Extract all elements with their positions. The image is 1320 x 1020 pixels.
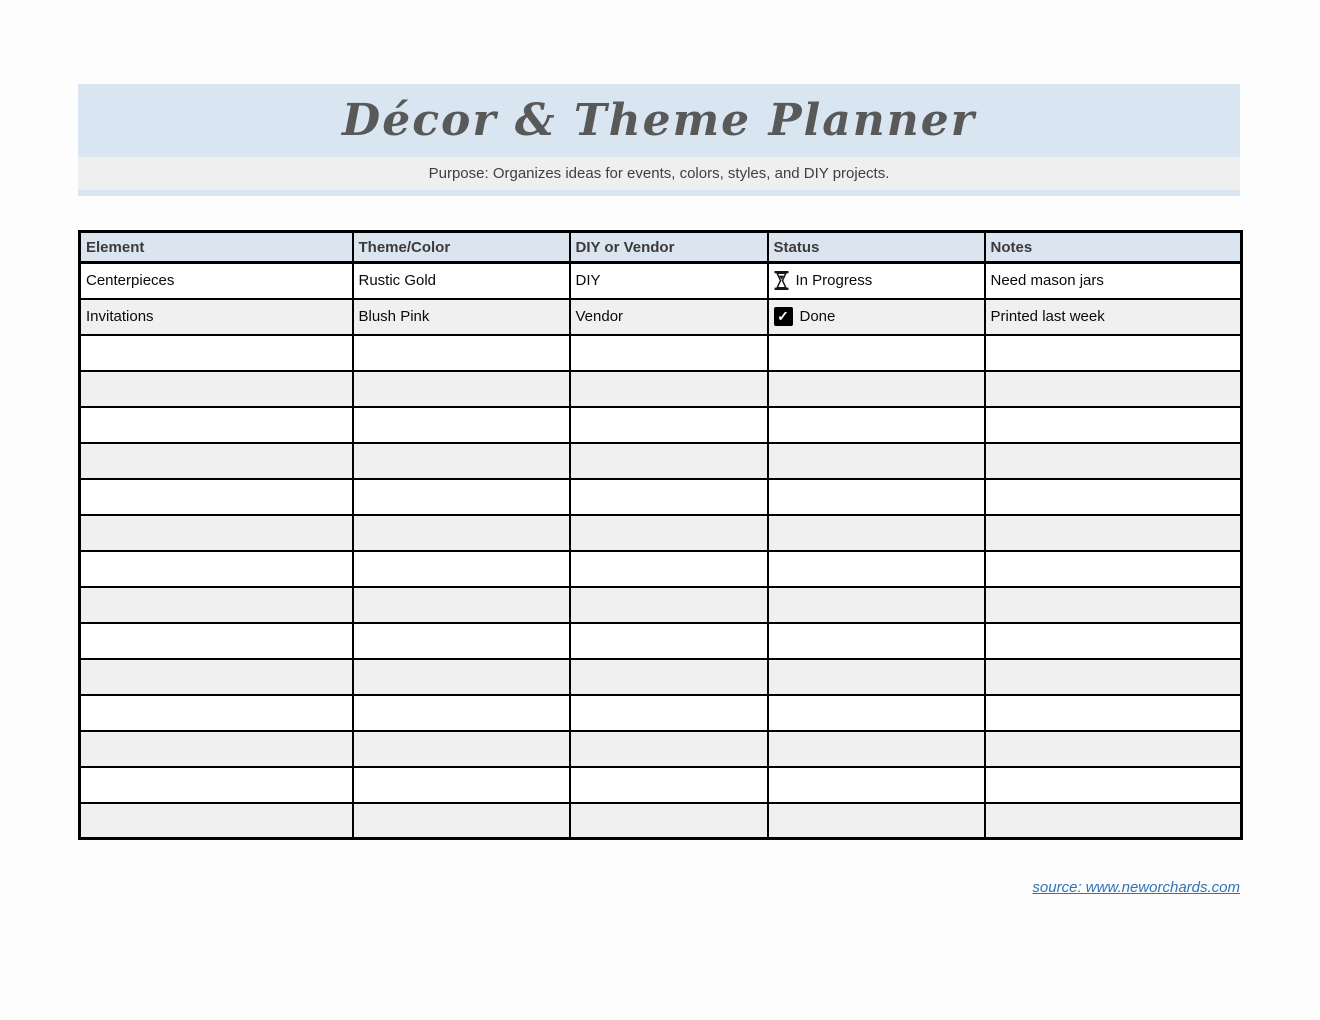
empty-cell[interactable] (985, 407, 1242, 443)
empty-cell[interactable] (985, 335, 1242, 371)
empty-cell[interactable] (353, 551, 570, 587)
empty-table-row (80, 407, 1242, 443)
empty-cell[interactable] (768, 695, 985, 731)
empty-cell[interactable] (985, 371, 1242, 407)
empty-cell[interactable] (768, 335, 985, 371)
empty-cell[interactable] (985, 767, 1242, 803)
empty-cell[interactable] (768, 587, 985, 623)
empty-cell[interactable] (80, 695, 353, 731)
planner-table-wrap (78, 230, 1240, 840)
planner-table (78, 230, 1243, 840)
notes-cell[interactable]: Need mason jars (985, 263, 1242, 299)
page-title: Décor & Theme Planner (342, 95, 976, 146)
empty-cell[interactable] (570, 623, 768, 659)
empty-cell[interactable] (353, 767, 570, 803)
column-header-notes: Notes (985, 232, 1242, 263)
empty-table-row (80, 695, 1242, 731)
status-cell[interactable] (768, 263, 985, 299)
empty-table-row (80, 335, 1242, 371)
empty-cell[interactable] (80, 443, 353, 479)
empty-cell[interactable] (353, 371, 570, 407)
empty-cell[interactable] (80, 515, 353, 551)
empty-cell[interactable] (80, 659, 353, 695)
empty-cell[interactable] (570, 659, 768, 695)
empty-cell[interactable] (768, 551, 985, 587)
empty-cell[interactable] (985, 443, 1242, 479)
empty-table-row (80, 767, 1242, 803)
column-header-diy-or-vendor: DIY or Vendor (570, 232, 768, 263)
column-header-theme-color: Theme/Color (353, 232, 570, 263)
empty-cell[interactable] (80, 371, 353, 407)
diy-or-vendor-cell[interactable]: DIY (570, 263, 768, 299)
empty-cell[interactable] (768, 731, 985, 767)
empty-cell[interactable] (80, 551, 353, 587)
table-body (80, 263, 1242, 839)
empty-cell[interactable] (570, 407, 768, 443)
empty-cell[interactable] (353, 803, 570, 839)
empty-cell[interactable] (570, 371, 768, 407)
table-row (80, 299, 1242, 335)
empty-cell[interactable] (985, 659, 1242, 695)
purpose-subtitle: Purpose: Organizes ideas for events, colors, styles, and DIY projects. (78, 157, 1240, 190)
empty-cell[interactable] (768, 407, 985, 443)
empty-cell[interactable] (353, 407, 570, 443)
empty-cell[interactable] (768, 479, 985, 515)
element-cell[interactable]: Centerpieces (80, 263, 353, 299)
empty-cell[interactable] (80, 731, 353, 767)
empty-cell[interactable] (570, 767, 768, 803)
empty-cell[interactable] (353, 479, 570, 515)
empty-table-row (80, 803, 1242, 839)
status-cell[interactable] (768, 299, 985, 335)
status-label: Done (799, 308, 836, 325)
empty-cell[interactable] (80, 767, 353, 803)
empty-table-row (80, 443, 1242, 479)
empty-cell[interactable] (570, 443, 768, 479)
empty-table-row (80, 515, 1242, 551)
empty-table-row (80, 479, 1242, 515)
empty-cell[interactable] (768, 443, 985, 479)
empty-cell[interactable] (570, 587, 768, 623)
empty-table-row (80, 731, 1242, 767)
empty-cell[interactable] (353, 587, 570, 623)
empty-cell[interactable] (570, 731, 768, 767)
empty-cell[interactable] (353, 731, 570, 767)
empty-cell[interactable] (570, 803, 768, 839)
theme-color-cell[interactable]: Rustic Gold (353, 263, 570, 299)
empty-cell[interactable] (80, 407, 353, 443)
empty-cell[interactable] (985, 803, 1242, 839)
empty-cell[interactable] (570, 515, 768, 551)
empty-table-row (80, 587, 1242, 623)
checked-box-icon[interactable]: ✓ (774, 307, 793, 326)
empty-table-row (80, 659, 1242, 695)
empty-cell[interactable] (985, 551, 1242, 587)
banner-underline (78, 190, 1240, 196)
empty-cell[interactable] (768, 623, 985, 659)
empty-cell[interactable] (985, 695, 1242, 731)
empty-cell[interactable] (768, 767, 985, 803)
empty-cell[interactable] (985, 587, 1242, 623)
empty-cell[interactable] (353, 335, 570, 371)
empty-cell[interactable] (570, 335, 768, 371)
column-header-status: Status (768, 232, 985, 263)
empty-cell[interactable] (768, 371, 985, 407)
empty-cell[interactable] (570, 695, 768, 731)
empty-table-row (80, 623, 1242, 659)
empty-cell[interactable] (985, 623, 1242, 659)
empty-cell[interactable] (985, 731, 1242, 767)
theme-color-cell[interactable]: Blush Pink (353, 299, 570, 335)
empty-cell[interactable] (80, 623, 353, 659)
empty-cell[interactable] (353, 515, 570, 551)
empty-cell[interactable] (80, 335, 353, 371)
empty-cell[interactable] (353, 659, 570, 695)
empty-cell[interactable] (353, 695, 570, 731)
empty-cell[interactable] (353, 443, 570, 479)
source-line (78, 879, 1240, 896)
notes-cell[interactable]: Printed last week (985, 299, 1242, 335)
empty-cell[interactable] (985, 515, 1242, 551)
table-row (80, 263, 1242, 299)
title-banner (78, 84, 1240, 157)
column-header-element: Element (80, 232, 353, 263)
empty-cell[interactable] (80, 803, 353, 839)
empty-cell[interactable] (768, 803, 985, 839)
empty-cell[interactable] (80, 587, 353, 623)
empty-cell[interactable] (985, 479, 1242, 515)
empty-table-row (80, 551, 1242, 587)
hourglass-icon (774, 271, 789, 290)
empty-table-row (80, 371, 1242, 407)
element-cell[interactable]: Invitations (80, 299, 353, 335)
empty-cell[interactable] (570, 551, 768, 587)
diy-or-vendor-cell[interactable]: Vendor (570, 299, 768, 335)
empty-cell[interactable] (570, 479, 768, 515)
table-header-row (80, 232, 1242, 263)
status-label: In Progress (795, 272, 873, 290)
source-link[interactable]: source: www.neworchards.com (1032, 879, 1240, 896)
empty-cell[interactable] (768, 515, 985, 551)
empty-cell[interactable] (768, 659, 985, 695)
empty-cell[interactable] (353, 623, 570, 659)
empty-cell[interactable] (80, 479, 353, 515)
